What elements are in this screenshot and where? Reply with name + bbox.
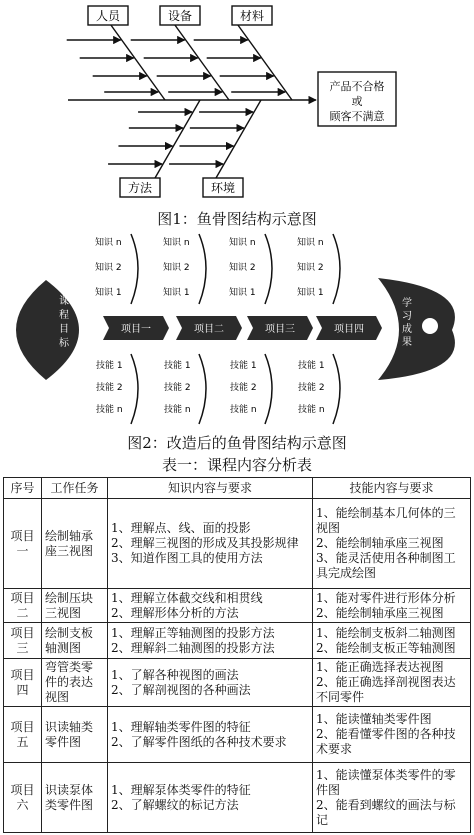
skill-line: 1、能读懂泵体类零件的零件图 [316, 767, 456, 797]
fishbone-diagram-2 [0, 228, 474, 428]
table-row [4, 707, 471, 763]
effect-label: 顾客不满意 [329, 110, 385, 123]
knowledge-line: 1、理解泵体类零件的特征 [111, 782, 251, 797]
skill-item: 技能 n [164, 405, 191, 415]
knowledge-item: 知识 2 [163, 263, 190, 273]
header-no: 序号 [4, 478, 42, 499]
skill-item: 技能 1 [164, 361, 191, 371]
skills-cell [313, 659, 471, 707]
skill-line: 3、能灵活使用各种制图工具完成绘图 [316, 551, 456, 580]
skill-line: 1、能绘制基本几何体的三视图 [316, 506, 456, 535]
fish-head [378, 278, 455, 380]
skills-cell [313, 623, 471, 659]
knowledge-item: 知识 2 [229, 263, 256, 273]
knowledge-item: 知识 n [95, 238, 122, 248]
knowledge-line: 2、理解斜二轴测图的投影方法 [111, 640, 275, 655]
skill-item: 技能 n [230, 405, 257, 415]
knowledge-item: 知识 1 [95, 288, 122, 298]
knowledge-cell [108, 763, 313, 833]
skill-item: 技能 1 [298, 361, 325, 371]
knowledge-line: 2、了解螺纹的标记方法 [111, 797, 239, 812]
skill-line: 1、能正确选择表达视图 [316, 660, 444, 674]
skill-item: 技能 n [96, 405, 123, 415]
project-label: 项目三 [265, 324, 295, 335]
fish-tail [16, 280, 79, 380]
row-number: 项目一 [4, 499, 42, 589]
cause-label: 方法 [127, 181, 153, 195]
knowledge-cell [108, 707, 313, 763]
knowledge-brace [131, 234, 138, 304]
skill-line: 2、能正确选择剖视图表达不同零件 [316, 675, 456, 704]
figure1-caption: 图1：鱼骨图结构示意图 [157, 210, 317, 228]
work-task: 绘制支板轴测图 [42, 623, 108, 659]
work-task: 识读泵体类零件图 [42, 763, 108, 833]
skill-item: 技能 2 [164, 383, 191, 393]
cause-bone [235, 21, 292, 100]
table-title: 表一：课程内容分析表 [161, 456, 312, 474]
table-row [4, 659, 471, 707]
row-number: 项目二 [4, 589, 42, 623]
knowledge-line: 2、了解剖视图的各种画法 [111, 682, 251, 697]
skill-line: 1、能绘制支板斜二轴测图 [316, 625, 456, 640]
work-task: 识读轴类零件图 [42, 707, 108, 763]
skill-item: 技能 1 [96, 361, 123, 371]
header-skills: 技能内容与要求 [313, 478, 471, 499]
knowledge-line: 1、理解点、线、面的投影 [111, 521, 251, 535]
knowledge-item: 知识 1 [297, 288, 324, 298]
knowledge-item: 知识 n [297, 238, 324, 248]
table-row [4, 589, 471, 623]
skill-line: 1、能读懂轴类零件图 [316, 712, 432, 726]
fishbone-diagram-1 [0, 0, 474, 205]
figure2-caption: 图2：改造后的鱼骨图结构示意图 [127, 434, 347, 452]
project-label: 项目一 [121, 324, 151, 335]
knowledge-brace [333, 234, 340, 304]
skills-cell [313, 499, 471, 589]
skill-item: 技能 2 [230, 383, 257, 393]
skill-line: 1、能对零件进行形体分析 [316, 590, 456, 605]
skill-line: 2、能绘制轴承座三视图 [316, 605, 444, 620]
skills-cell [313, 763, 471, 833]
skill-item: 技能 2 [298, 383, 325, 393]
head-label-char: 成 [402, 324, 412, 335]
row-number: 项目六 [4, 763, 42, 833]
knowledge-item: 知识 2 [297, 263, 324, 273]
skill-line: 2、能绘制支板正等轴测图 [316, 640, 456, 655]
skill-brace [265, 354, 272, 424]
cause-bone [172, 21, 229, 100]
skill-line: 2、能绘制轴承座三视图 [316, 536, 444, 550]
knowledge-line: 2、理解三视图的形成及其投影规律 [111, 536, 299, 550]
skill-line: 2、能看到螺纹的画法与标记 [316, 797, 456, 827]
row-number: 项目五 [4, 707, 42, 763]
header-knowledge: 知识内容与要求 [108, 478, 313, 499]
course-content-table [3, 477, 471, 833]
tail-label-char: 标 [59, 338, 69, 349]
head-label-char: 习 [402, 311, 412, 322]
head-label-char: 果 [402, 337, 412, 348]
skill-brace [199, 354, 206, 424]
knowledge-cell [108, 659, 313, 707]
cause-label: 设备 [167, 9, 193, 23]
cause-label: 人员 [95, 9, 121, 23]
knowledge-line: 1、理解正等轴测图的投影方法 [111, 625, 275, 640]
skills-cell [313, 707, 471, 763]
knowledge-line: 2、了解零件图纸的各种技术要求 [111, 734, 287, 749]
knowledge-item: 知识 n [229, 238, 256, 248]
skills-cell [313, 589, 471, 623]
work-task: 弯管类零件的表达视图 [42, 659, 108, 707]
knowledge-line: 3、知道作图工具的使用方法 [111, 551, 263, 565]
project-label: 项目二 [194, 324, 224, 335]
project-label: 项目四 [334, 324, 364, 335]
tail-label-char: 程 [59, 310, 69, 321]
knowledge-cell [108, 589, 313, 623]
skill-brace [333, 354, 340, 424]
row-number: 项目四 [4, 659, 42, 707]
knowledge-line: 1、理解立体截交线和相贯线 [111, 590, 263, 605]
skill-line: 2、能看懂零件图的各种技术要求 [316, 727, 456, 756]
knowledge-brace [265, 234, 272, 304]
cause-bone [108, 21, 165, 100]
effect-label: 产品不合格 [329, 80, 385, 93]
knowledge-item: 知识 1 [163, 288, 190, 298]
knowledge-cell [108, 623, 313, 659]
work-task: 绘制压块三视图 [42, 589, 108, 623]
skill-item: 技能 n [298, 405, 325, 415]
knowledge-line: 1、理解轴类零件图的特征 [111, 719, 251, 734]
knowledge-brace [199, 234, 206, 304]
knowledge-item: 知识 2 [95, 263, 122, 273]
cause-label: 材料 [239, 9, 265, 23]
fish-eye [422, 318, 438, 334]
tail-label-char: 课 [59, 296, 69, 307]
skill-item: 技能 1 [230, 361, 257, 371]
head-label-char: 学 [402, 298, 412, 309]
knowledge-item: 知识 n [163, 238, 190, 248]
skill-brace [131, 354, 138, 424]
cause-label: 环境 [210, 181, 236, 195]
knowledge-cell [108, 499, 313, 589]
header-task: 工作任务 [42, 478, 108, 499]
work-task: 绘制轴承座三视图 [42, 499, 108, 589]
row-number: 项目三 [4, 623, 42, 659]
tail-label-char: 目 [59, 324, 69, 335]
table-row [4, 623, 471, 659]
table-row [4, 763, 471, 833]
table-header-row [4, 478, 471, 499]
knowledge-line: 2、理解形体分析的方法 [111, 605, 239, 620]
table-row [4, 499, 471, 589]
knowledge-item: 知识 1 [229, 288, 256, 298]
knowledge-line: 1、了解各种视图的画法 [111, 667, 239, 682]
effect-label: 或 [351, 95, 363, 108]
skill-item: 技能 2 [96, 383, 123, 393]
